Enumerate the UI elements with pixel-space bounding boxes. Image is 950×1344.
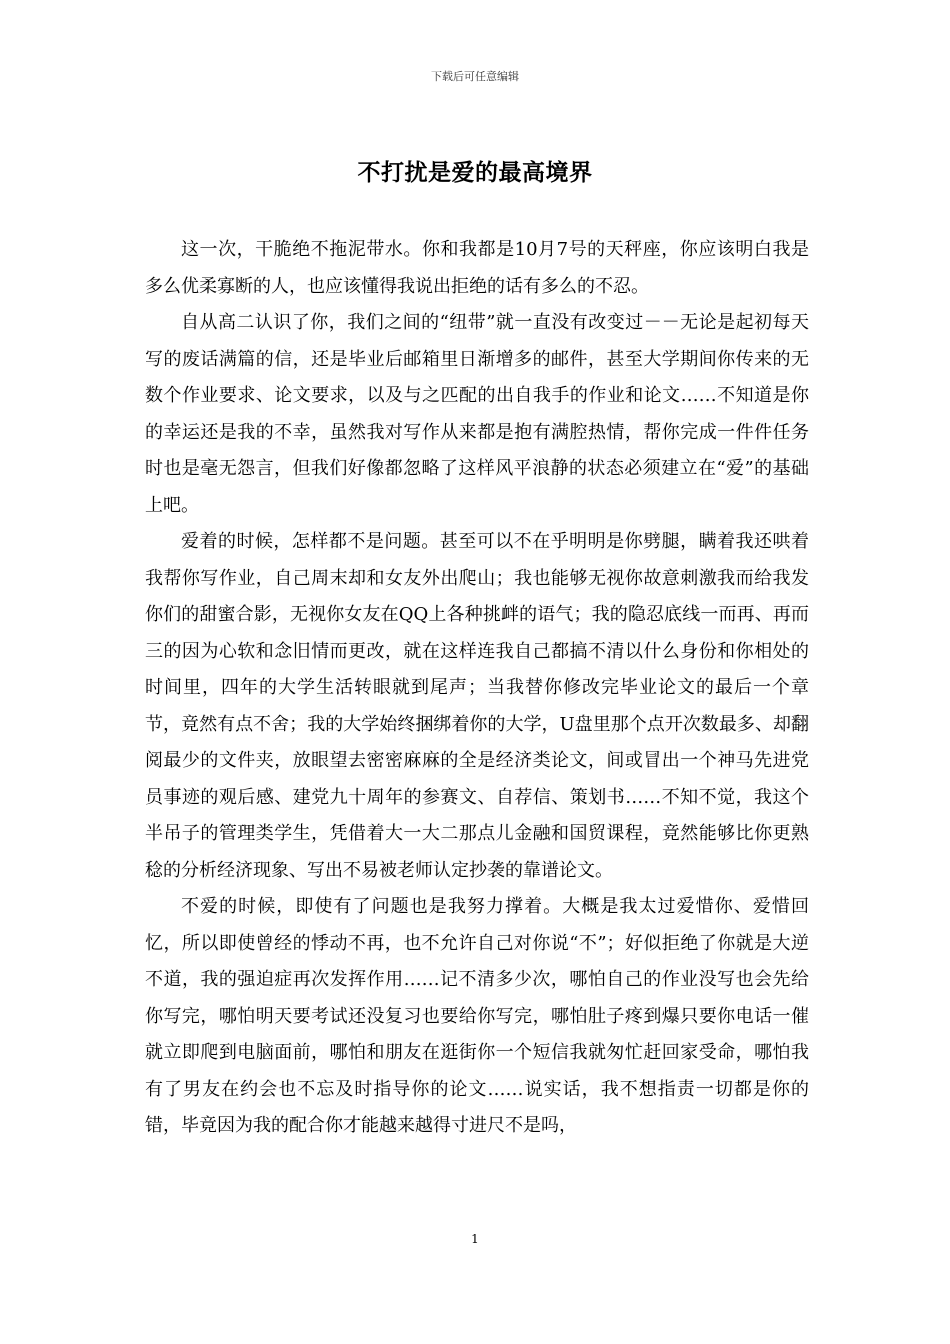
paragraph-1: 这一次，干脆绝不拖泥带水。你和我都是10月7号的天秤座，你应该明白我是多么优柔寡断的人，也应该懂得我说出拒绝的话有多么的不忍。	[145, 239, 809, 297]
article-body	[145, 232, 809, 1145]
page-title: 不打扰是爱的最高境界	[357, 159, 593, 186]
paragraph-4: 不爱的时候，即使有了问题也是我努力撑着。大概是我太过爱惜你、爱惜回忆，所以即使曾经的悸动不再，也不允许自己对你说“不”；好似拒绝了你就是大逆不道，我的强迫症再次发挥作用……记不清多少次，哪怕自己的作业没写也会先给你写完，哪怕明天要考试还没复习也要给你写完，哪怕肚子疼到爆只要你电话一催就立即爬到电脑面前，哪怕和朋友在逛街你一个短信我就匆忙赶回家受命，哪怕我有了男友在约会也不忘及时指导你的论文……说实话，我不想指责一切都是你的错，毕竟因为我的配合你才能越来越得寸进尺不是吗，	[145, 896, 809, 1136]
paragraph-2: 自从高二认识了你，我们之间的“纽带”就一直没有改变过－－无论是起初每天写的废话满篇的信，还是毕业后邮箱里日渐增多的邮件，甚至大学期间你传来的无数个作业要求、论文要求，以及与之匹配的出自我手的作业和论文……不知道是你的幸运还是我的不幸，虽然我对写作从来都是抱有满腔热情，帮你完成一件件任务时也是毫无怨言，但我们好像都忽略了这样风平浪静的状态必须建立在“爱”的基础上吧。	[145, 312, 809, 516]
paragraph-3: 爱着的时候，怎样都不是问题。甚至可以不在乎明明是你劈腿，瞒着我还哄着我帮你写作业，自己周末却和女友外出爬山；我也能够无视你故意刺激我而给我发你们的甜蜜合影，无视你女友在QQ上各种挑衅的语气；我的隐忍底线一而再、再而三的因为心软和念旧情而更改，就在这样连我自己都搞不清以什么身份和你相处的时间里，四年的大学生活转眼就到尾声；当我替你修改完毕业论文的最后一个章节，竟然有点不舍；我的大学始终捆绑着你的大学，U盘里那个点开次数最多、却翻阅最少的文件夹，放眼望去密密麻麻的全是经济类论文，间或冒出一个神马先进党员事迹的观后感、建党九十周年的参赛文、自荐信、策划书……不知不觉，我这个半吊子的管理类学生，凭借着大一大二那点儿金融和国贸课程，竟然能够比你更熟稔的分析经济现象、写出不易被老师认定抄袭的靠谱论文。	[145, 531, 809, 881]
header-note: 下载后可任意编辑	[431, 70, 519, 83]
page-number: 1	[471, 1232, 479, 1246]
